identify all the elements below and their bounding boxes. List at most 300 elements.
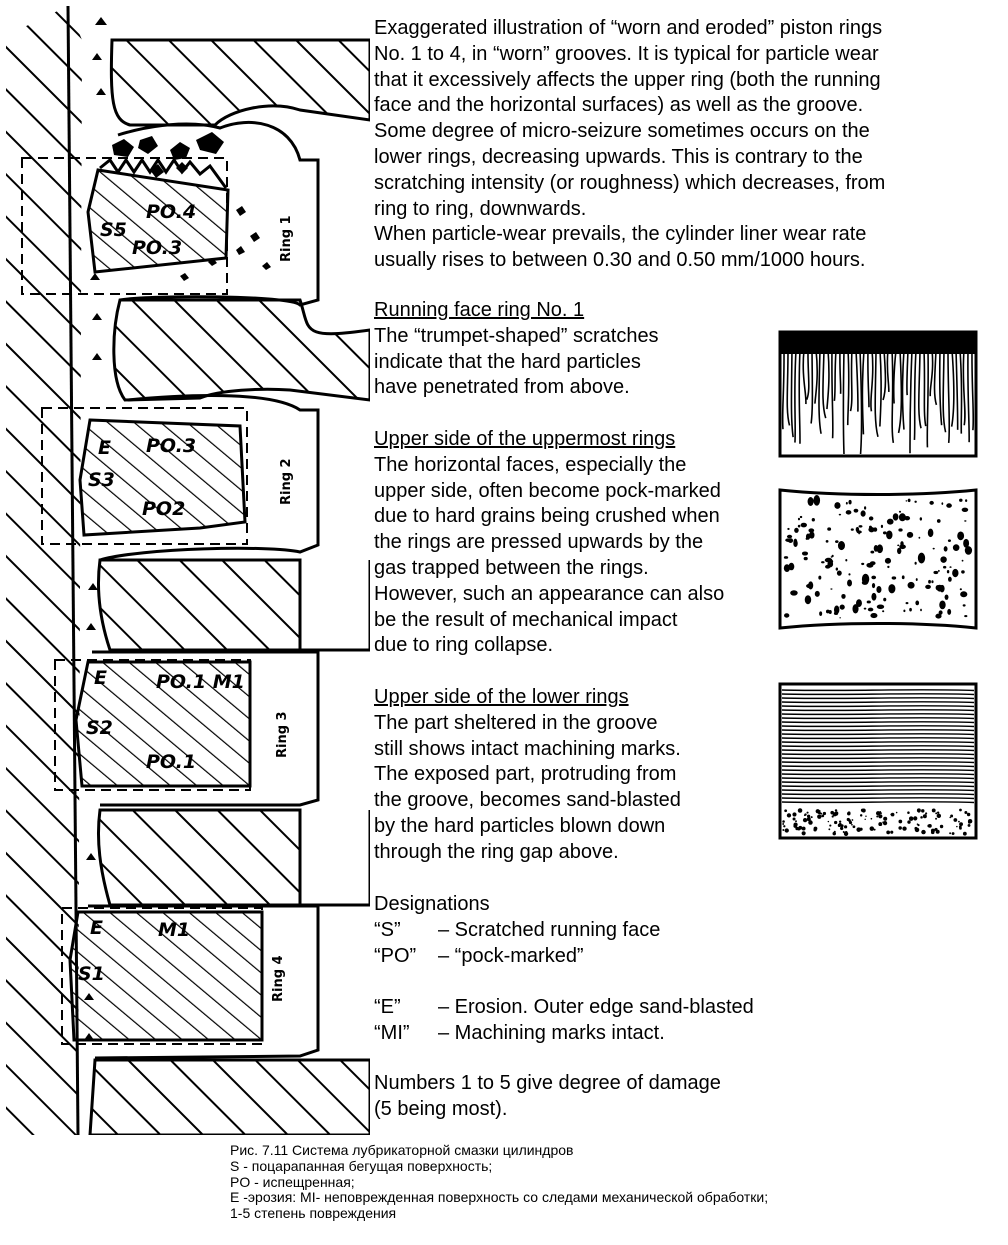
pock-mark <box>897 545 899 547</box>
caption-line: PO - испещренная; <box>230 1173 355 1190</box>
pock-mark <box>959 499 962 502</box>
pock-mark <box>870 551 874 554</box>
section-line: gas trapped between the rings. <box>374 556 649 579</box>
sand-grain <box>871 818 873 820</box>
designation-desc: – Machining marks intact. <box>438 1021 665 1044</box>
sand-grain <box>959 809 962 812</box>
sand-grain <box>828 828 830 830</box>
sand-grain <box>785 828 789 832</box>
ring-3-po1: PO.1 <box>146 751 197 773</box>
sand-grain <box>959 826 962 829</box>
sand-grain <box>833 832 836 835</box>
damage-note <box>374 1071 994 1123</box>
pock-mark <box>871 576 876 580</box>
sand-grain <box>890 814 892 816</box>
section-upper-side-lower <box>374 685 764 866</box>
sand-grain <box>853 825 856 828</box>
sand-grain <box>818 811 821 814</box>
pock-mark <box>787 528 789 530</box>
pock-mark <box>819 611 822 616</box>
ring-3-po1-m1: PO.1 M1 <box>156 671 245 693</box>
pock-mark <box>826 540 829 543</box>
pock-mark <box>794 539 798 545</box>
ring-4-label: Ring 4 <box>271 955 286 1002</box>
pock-mark <box>848 500 851 505</box>
sand-grain <box>830 811 834 815</box>
sand-grain <box>798 808 803 813</box>
pock-mark <box>804 557 808 560</box>
pock-mark <box>906 500 908 501</box>
pock-mark <box>839 514 841 516</box>
sand-grain <box>907 820 910 823</box>
pock-mark <box>944 546 948 551</box>
pock-mark <box>903 610 905 613</box>
pock-mark <box>785 538 791 542</box>
section-line: due to ring collapse. <box>374 634 554 657</box>
machining-line <box>782 750 974 751</box>
intro-line: lower rings, decreasing upwards. This is contrary to the <box>374 145 863 168</box>
sand-grain <box>793 824 797 828</box>
pock-mark <box>892 576 897 579</box>
sand-grain <box>783 825 785 827</box>
machining-line <box>782 770 974 771</box>
sand-grain <box>849 821 852 824</box>
section-line: indicate that the hard particles <box>374 350 641 373</box>
sand-grain <box>807 818 809 820</box>
sand-grain <box>949 817 951 819</box>
pock-mark <box>809 531 814 538</box>
section-line: have penetrated from above. <box>374 376 630 399</box>
ring-1-label: Ring 1 <box>279 215 294 262</box>
pock-mark <box>943 566 946 569</box>
intro-line: usually rises to between 0.30 and 0.50 mm/1000 hours. <box>374 249 866 272</box>
sand-grain <box>834 821 837 824</box>
sand-grain <box>909 816 913 820</box>
caption-line: 1-5 степень повреждения <box>230 1205 397 1222</box>
designation-row <box>374 918 754 944</box>
caption-line: Рис. 7.11 Система лубрикаторной смазки цилиндров <box>230 1142 574 1158</box>
pock-mark <box>808 497 814 506</box>
sand-grain <box>958 821 960 823</box>
sand-grain <box>852 819 854 821</box>
section-line: by the hard particles blown down <box>374 814 666 837</box>
pock-mark <box>862 581 868 585</box>
sand-grain <box>787 813 791 817</box>
pock-mark <box>845 559 847 561</box>
intro-line: Some degree of micro-seizure sometimes occurs on the <box>374 120 870 143</box>
section-line: due to hard grains being crushed when <box>374 505 720 528</box>
sand-grain <box>804 814 806 816</box>
machining-line <box>782 702 974 703</box>
figure-caption <box>230 1143 768 1222</box>
machining-line <box>782 766 974 767</box>
pock-mark <box>834 502 840 509</box>
pock-mark <box>929 501 933 505</box>
pock-mark <box>868 608 874 612</box>
pock-mark <box>918 553 925 564</box>
designation-row <box>374 944 754 970</box>
pock-mark <box>784 556 788 559</box>
sand-grain <box>898 820 902 824</box>
pock-mark <box>798 525 801 528</box>
sand-grain <box>864 819 865 820</box>
sand-grain <box>795 820 797 822</box>
pock-mark <box>847 580 852 587</box>
sand-grain <box>847 818 850 821</box>
pock-mark <box>887 519 894 525</box>
pock-mark <box>870 561 876 565</box>
sand-grain <box>821 815 824 818</box>
sand-grain <box>967 813 970 816</box>
machining-line <box>782 714 974 715</box>
pock-mark <box>881 525 883 528</box>
pock-mark <box>864 608 867 610</box>
section-line: However, such an appearance can also <box>374 582 725 605</box>
sand-grain <box>835 809 837 811</box>
section-heading: Upper side of the lower rings <box>374 686 629 708</box>
scratch-line <box>799 350 800 444</box>
intro-line: face and the horizontal surfaces) as well as the groove. <box>374 94 864 117</box>
machining-line <box>782 730 974 731</box>
sand-grain <box>890 831 893 834</box>
machining-line <box>782 742 974 743</box>
sand-grain <box>811 816 813 818</box>
section-line: The part sheltered in the groove <box>374 711 658 734</box>
pock-mark <box>893 513 899 520</box>
sand-grain <box>953 818 957 822</box>
machining-line <box>782 782 974 783</box>
pock-mark <box>808 528 814 532</box>
pock-mark <box>886 530 892 539</box>
sand-grain <box>807 812 809 814</box>
pock-mark <box>920 609 922 612</box>
section-upper-side-uppermost <box>374 427 769 659</box>
sand-grain <box>898 826 901 829</box>
scratch-line <box>848 350 849 425</box>
pock-mark <box>874 545 878 552</box>
sand-grain <box>880 812 882 814</box>
sand-grain <box>907 811 910 814</box>
sand-grain <box>937 811 939 813</box>
pock-mark <box>869 526 872 529</box>
pock-mark <box>856 599 862 607</box>
ring-1-po3: PO.3 <box>132 237 183 259</box>
pock-mark <box>962 560 964 562</box>
sand-grain <box>865 816 866 817</box>
ring-3-e: E <box>94 667 107 689</box>
machining-line <box>782 794 974 795</box>
pock-mark <box>870 613 877 618</box>
designation-desc: – “pock-marked” <box>438 944 584 967</box>
designation-key: “E” <box>374 996 401 1019</box>
sand-grain <box>883 817 887 821</box>
scratch-line <box>832 350 833 438</box>
ring-4-m1: M1 <box>158 919 191 941</box>
sand-grain <box>964 811 967 814</box>
sand-grain <box>782 820 785 823</box>
intro-line: scratching intensity (or roughness) which decreases, from <box>374 171 886 194</box>
sand-grain <box>839 821 841 823</box>
pock-mark <box>869 516 873 520</box>
sand-grain <box>817 814 821 818</box>
section-line: the rings are pressed upwards by the <box>374 531 704 554</box>
pock-mark <box>851 528 854 530</box>
sand-grain <box>876 815 878 817</box>
pock-mark <box>964 520 966 521</box>
pock-mark <box>931 580 933 583</box>
scratch-line <box>927 350 928 447</box>
machining-line <box>782 706 974 707</box>
pock-mark <box>952 569 958 577</box>
pock-mark <box>899 544 906 549</box>
pock-mark <box>861 510 866 516</box>
pock-mark <box>937 585 943 592</box>
sand-grain <box>921 830 925 834</box>
pock-mark <box>885 558 891 564</box>
pock-mark <box>882 610 884 612</box>
sand-grain <box>807 815 810 818</box>
sand-grain <box>792 812 796 816</box>
sand-grain <box>920 816 923 819</box>
pock-mark <box>841 594 845 599</box>
section-line: The horizontal faces, especially the <box>374 453 687 476</box>
sand-grain <box>834 812 838 816</box>
pock-mark <box>960 591 967 597</box>
sand-grain <box>860 814 862 816</box>
ring-1-s5: S5 <box>100 219 127 241</box>
sand-grain <box>803 818 807 822</box>
pock-mark <box>933 548 935 550</box>
pock-mark <box>837 570 842 575</box>
pock-mark <box>859 525 863 527</box>
pock-mark <box>872 583 875 588</box>
sand-grain <box>949 832 951 834</box>
section-line: The exposed part, protruding from <box>374 763 677 786</box>
pock-mark <box>802 551 808 555</box>
pock-mark <box>946 503 952 508</box>
sand-grain <box>940 825 943 828</box>
sand-grain <box>915 828 917 830</box>
pock-mark <box>787 535 792 539</box>
designation-desc: – Erosion. Outer edge sand-blasted <box>438 996 754 1019</box>
pock-mark <box>898 528 902 531</box>
pock-mark <box>888 584 895 593</box>
sand-grain <box>828 821 829 822</box>
pock-mark <box>909 608 912 612</box>
pock-mark <box>846 510 852 514</box>
pock-mark <box>899 516 901 517</box>
designation-row <box>374 995 754 1021</box>
machining-line <box>782 734 974 735</box>
ring-2-po2: PO2 <box>142 498 186 520</box>
pock-mark <box>899 511 901 513</box>
machining-line <box>782 738 974 739</box>
machining-line <box>782 694 974 695</box>
pock-mark <box>887 566 889 568</box>
pock-mark <box>914 501 916 503</box>
machining-line <box>782 746 974 747</box>
pock-mark <box>784 613 789 618</box>
ring-3-s2: S2 <box>86 717 113 739</box>
pock-mark <box>840 605 845 610</box>
sand-grain <box>935 812 937 814</box>
sand-grain <box>815 828 817 830</box>
section-running-face <box>374 298 764 401</box>
pock-mark <box>857 530 862 533</box>
pock-mark <box>867 564 869 566</box>
sand-grain <box>844 832 848 836</box>
sand-grain <box>862 809 866 813</box>
pock-mark <box>940 556 946 563</box>
pock-mark <box>839 617 841 618</box>
sand-grain <box>808 820 813 825</box>
pock-mark <box>907 532 913 538</box>
pock-mark <box>830 588 832 589</box>
pock-mark <box>871 593 876 601</box>
pock-mark <box>883 531 887 534</box>
ring-4-e: E <box>90 917 103 939</box>
machining-line <box>782 774 974 775</box>
pock-mark <box>831 556 833 557</box>
intro-line: ring to ring, downwards. <box>374 197 587 220</box>
machining-line <box>782 710 974 711</box>
pock-mark <box>939 600 945 609</box>
sand-grain <box>784 809 787 812</box>
sand-grain <box>802 827 806 831</box>
pock-mark <box>908 582 915 589</box>
machining-line <box>782 726 974 727</box>
pock-mark <box>945 594 949 599</box>
ring-3-label: Ring 3 <box>275 711 290 758</box>
damage-note-line: (5 being most). <box>374 1097 508 1120</box>
designations <box>374 892 754 1047</box>
pock-mark <box>877 605 884 609</box>
ring-2-s3: S3 <box>88 469 115 491</box>
machining-line <box>782 698 974 699</box>
pock-mark <box>846 502 848 505</box>
sand-grain <box>921 809 924 812</box>
ring-2-label: Ring 2 <box>279 458 294 505</box>
designation-key: “MI” <box>374 1021 410 1044</box>
pock-mark <box>798 518 800 521</box>
section-line: be the result of mechanical impact <box>374 608 678 631</box>
sand-grain <box>956 826 957 827</box>
pock-mark <box>938 570 940 572</box>
sand-grain <box>937 814 941 818</box>
sand-grain <box>969 820 972 823</box>
section-line: the groove, becomes sand-blasted <box>374 789 681 812</box>
sand-grain <box>840 827 843 830</box>
intro-paragraph <box>374 16 994 274</box>
sand-grain <box>913 816 917 820</box>
sand-grain <box>935 818 937 820</box>
pock-mark <box>825 558 833 563</box>
intro-line: When particle-wear prevails, the cylinder liner wear rate <box>374 223 867 246</box>
pock-mark <box>800 516 802 518</box>
pock-mark <box>794 528 799 533</box>
section-line: The “trumpet-shaped” scratches <box>374 324 659 347</box>
pock-marked-surface-image <box>778 488 978 630</box>
pock-mark <box>933 571 938 574</box>
scratch-line <box>840 350 841 394</box>
section-line: still shows intact machining marks. <box>374 737 681 760</box>
sand-grain <box>963 832 967 836</box>
sand-grain <box>829 825 831 827</box>
pock-mark <box>941 502 943 505</box>
machined-surface-image <box>778 682 978 840</box>
pock-mark <box>861 563 864 565</box>
machining-line <box>782 762 974 763</box>
pock-mark <box>821 561 824 563</box>
pock-mark <box>848 573 850 575</box>
pock-mark <box>948 539 951 542</box>
pock-mark <box>947 609 951 615</box>
pock-mark <box>916 578 918 581</box>
sand-grain <box>931 829 935 833</box>
intro-line: Exaggerated illustration of “worn and eroded” piston rings <box>374 17 883 39</box>
pock-mark <box>965 499 967 502</box>
section-line: through the ring gap above. <box>374 840 619 863</box>
pock-mark <box>915 601 919 606</box>
sand-grain <box>802 831 806 835</box>
ring-1-po4: PO.4 <box>146 201 197 223</box>
pock-mark <box>883 598 886 602</box>
sand-grain <box>917 823 919 825</box>
pock-mark <box>812 518 815 522</box>
pock-mark <box>925 585 931 589</box>
sand-grain <box>844 825 847 828</box>
piston-ring-diagram <box>0 0 370 1135</box>
sand-grain <box>851 824 853 826</box>
pock-mark <box>953 544 960 551</box>
sand-grain <box>886 831 890 835</box>
pock-mark <box>965 546 972 555</box>
ring-2-e: E <box>98 437 111 459</box>
pock-mark <box>961 570 965 573</box>
section-heading: Running face ring No. 1 <box>374 299 585 321</box>
intro-line: that it excessively affects the upper ring (both the running <box>374 68 881 91</box>
machining-line <box>782 786 974 787</box>
pock-mark <box>790 590 798 595</box>
pock-mark <box>876 586 881 593</box>
pock-mark <box>928 580 931 584</box>
pock-mark <box>815 591 820 597</box>
pock-mark <box>838 541 845 550</box>
pock-mark <box>964 615 967 617</box>
section-heading: Upper side of the uppermost rings <box>374 428 676 450</box>
sand-grain <box>874 829 876 831</box>
machining-line <box>782 718 974 719</box>
pock-mark <box>813 495 820 506</box>
machining-line <box>782 758 974 759</box>
sand-grain <box>847 812 851 816</box>
sand-grain <box>918 811 920 813</box>
pock-mark <box>947 570 949 573</box>
pock-mark <box>949 566 951 568</box>
caption-line: S - поцарапанная бегущая поверхность; <box>230 1157 493 1174</box>
pock-mark <box>818 576 821 580</box>
designation-desc: – Scratched running face <box>438 918 661 941</box>
pock-mark <box>928 529 934 537</box>
sand-grain <box>959 822 963 826</box>
pock-mark <box>963 604 966 606</box>
pock-mark <box>854 509 859 513</box>
pock-mark <box>937 519 941 523</box>
pock-mark <box>908 499 911 502</box>
machining-line <box>782 802 974 803</box>
machining-line <box>782 790 974 791</box>
sand-grain <box>923 814 927 818</box>
